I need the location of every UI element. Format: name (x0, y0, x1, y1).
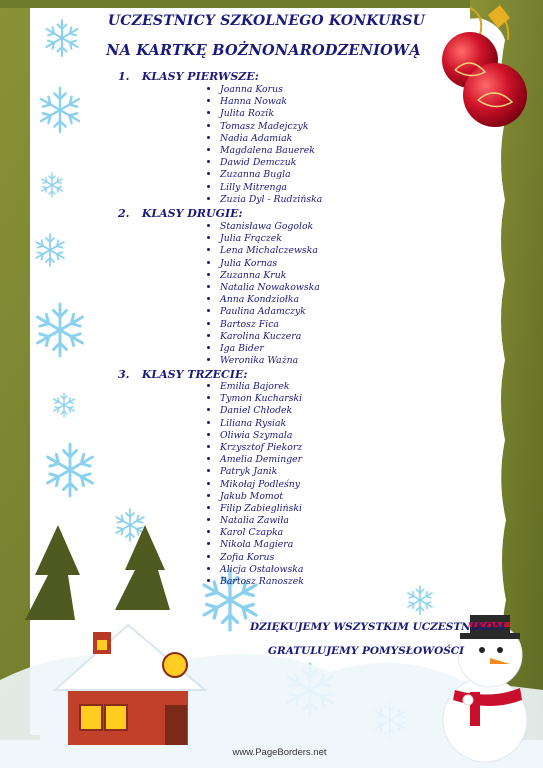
participant-name (207, 108, 322, 120)
participant-name-text: Bartosz Ranoszek (220, 576, 304, 587)
participant-name (207, 515, 304, 527)
participant-name-text: Jakub Momot (220, 490, 284, 502)
bullet-icon (207, 506, 210, 509)
participant-name-text: Bartosz Fica (220, 318, 279, 330)
participant-name (207, 527, 304, 539)
participant-name-text: Lena Michalczewska (220, 245, 318, 257)
participant-name-text: Weronika Ważna (220, 355, 299, 367)
participant-name-text: Nadia Adamiak (220, 132, 293, 144)
participant-name-text: Zuzanna Kruk (220, 269, 287, 281)
bullet-icon (207, 124, 210, 127)
participant-name (207, 331, 320, 343)
bullet-icon (207, 197, 210, 200)
congrats-message: GRATULUJEMY POMYSŁOWOŚCI (268, 645, 465, 657)
participant-name (207, 479, 304, 491)
participant-name (207, 418, 304, 430)
participant-name (207, 454, 304, 466)
participant-name-text: Nikola Magiera (220, 539, 294, 551)
bullet-icon (207, 136, 210, 139)
bullet-icon (207, 396, 210, 399)
participant-name-text: Oliwia Szymala (220, 429, 293, 441)
participant-name (207, 169, 322, 181)
participant-name-text: Julita Rozik (220, 108, 274, 120)
section-heading-third (118, 368, 247, 381)
participant-name-text: Magdalena Bauerek (220, 144, 315, 156)
participant-name (207, 343, 320, 355)
participant-name (207, 194, 322, 206)
bullet-icon (207, 334, 210, 337)
bullet-icon (207, 494, 210, 497)
participant-name-text: Daniel Chłodek (220, 405, 293, 417)
participant-name-text: Joanna Korus (220, 84, 283, 95)
bullet-icon (207, 148, 210, 151)
section-title: KLASY DRUGIE: (141, 207, 243, 220)
participant-name (207, 233, 320, 245)
participant-name (207, 442, 304, 454)
bullet-icon (207, 579, 210, 582)
bullet-icon (207, 172, 210, 175)
participant-name-text: Emilia Bajorek (220, 381, 290, 392)
participant-name-text: Iga Bider (220, 342, 264, 354)
participant-name-text: Zuzanna Bugla (220, 169, 291, 181)
participant-name-text: Julia Kornas (220, 257, 278, 269)
participant-name-text: Hanna Nowak (220, 96, 287, 108)
bullet-icon (207, 358, 210, 361)
participant-name-text: Stanisława Gogolok (220, 221, 314, 232)
participant-name (207, 157, 322, 169)
bullet-icon (207, 445, 210, 448)
participant-name-text: Krzysztof Piekorz (220, 441, 303, 453)
bullet-icon (207, 111, 210, 114)
participant-name-text: Tomasz Madejczyk (220, 120, 309, 132)
participant-name (207, 381, 304, 393)
names-list-second (207, 221, 320, 367)
names-list-first (207, 84, 322, 206)
bullet-icon (207, 518, 210, 521)
bullet-icon (207, 408, 210, 411)
participant-name (207, 96, 322, 108)
bullet-icon (207, 99, 210, 102)
bullet-icon (207, 285, 210, 288)
participant-name (207, 552, 304, 564)
bullet-icon (207, 567, 210, 570)
participant-name-text: Amelia Deminger (220, 454, 303, 466)
participant-name-text: Karol Czapka (220, 527, 284, 539)
participant-name (207, 84, 322, 96)
participant-name (207, 145, 322, 157)
bullet-icon (207, 421, 210, 424)
participant-name (207, 121, 322, 133)
participant-name-text: Patryk Janik (220, 466, 278, 478)
bullet-icon (207, 248, 210, 251)
names-list-third (207, 381, 304, 588)
participant-name-text: Dawid Demczuk (220, 157, 297, 169)
section-number: 3. (118, 368, 130, 381)
bullet-icon (207, 236, 210, 239)
section-number: 2. (118, 207, 130, 220)
participant-name (207, 282, 320, 294)
participant-name (207, 393, 304, 405)
participant-name-text: Natalia Zawiła (220, 515, 289, 527)
participant-name (207, 270, 320, 282)
participant-name-text: Filip Zabiegliński (220, 502, 302, 514)
participant-name (207, 294, 320, 306)
participant-name (207, 539, 304, 551)
title-line-2: NA KARTKĘ BOŻNONARODZENIOWĄ (106, 42, 421, 59)
participant-name-text: Julia Frączek (220, 233, 282, 245)
participant-name (207, 221, 320, 233)
participant-name (207, 306, 320, 318)
participant-name (207, 245, 320, 257)
bullet-icon (207, 530, 210, 533)
bullet-icon (207, 555, 210, 558)
page-borders-credit: www.PageBorders.net (232, 747, 327, 758)
thanks-message: DZIĘKUJEMY WSZYSTKIM UCZESTNIKOM (250, 621, 506, 633)
bullet-icon (207, 384, 210, 387)
bullet-icon (207, 322, 210, 325)
bullet-icon (207, 224, 210, 227)
participant-name (207, 319, 320, 331)
bullet-icon (207, 261, 210, 264)
bullet-icon (207, 433, 210, 436)
section-heading-second (118, 207, 243, 220)
participant-name-text: Liliana Rysiak (220, 417, 287, 429)
bullet-icon (207, 160, 210, 163)
participant-name-text: Karolina Kuczera (220, 330, 302, 342)
participant-name (207, 182, 322, 194)
participant-name (207, 466, 304, 478)
bullet-icon (207, 273, 210, 276)
participant-name-text: Alicja Ostałowska (220, 563, 304, 575)
section-title: KLASY PIERWSZE: (141, 70, 259, 83)
section-heading-first (118, 70, 259, 83)
section-title: KLASY TRZECIE: (141, 368, 248, 381)
bullet-icon (207, 309, 210, 312)
bullet-icon (207, 457, 210, 460)
participant-name-text: Tymon Kucharski (220, 393, 303, 405)
participant-name (207, 576, 304, 588)
bullet-icon (207, 469, 210, 472)
participant-name-text: Natalia Nowakowska (220, 281, 320, 293)
participant-name (207, 355, 320, 367)
participant-name-text: Zuzia Dyl - Rudzińska (220, 193, 323, 205)
bullet-icon (207, 542, 210, 545)
participant-name-text: Paulina Adamczyk (220, 306, 306, 318)
bullet-icon (207, 346, 210, 349)
participant-name-text: Lilly Mitrenga (220, 181, 287, 193)
participant-name-text: Mikołaj Podleśny (220, 478, 301, 490)
participant-name-text: Zofia Korus (220, 551, 275, 563)
participant-name (207, 405, 304, 417)
participant-name (207, 430, 304, 442)
participant-name (207, 491, 304, 503)
participant-name (207, 133, 322, 145)
participant-name-text: Anna Kondziołka (220, 294, 300, 306)
title-line-1: UCZESTNICY SZKOLNEGO KONKURSU (107, 13, 426, 29)
participant-name (207, 503, 304, 515)
bullet-icon (207, 185, 210, 188)
section-number: 1. (118, 70, 130, 83)
bullet-icon (207, 482, 210, 485)
participant-name (207, 258, 320, 270)
bullet-icon (207, 87, 210, 90)
participant-name (207, 564, 304, 576)
bullet-icon (207, 297, 210, 300)
